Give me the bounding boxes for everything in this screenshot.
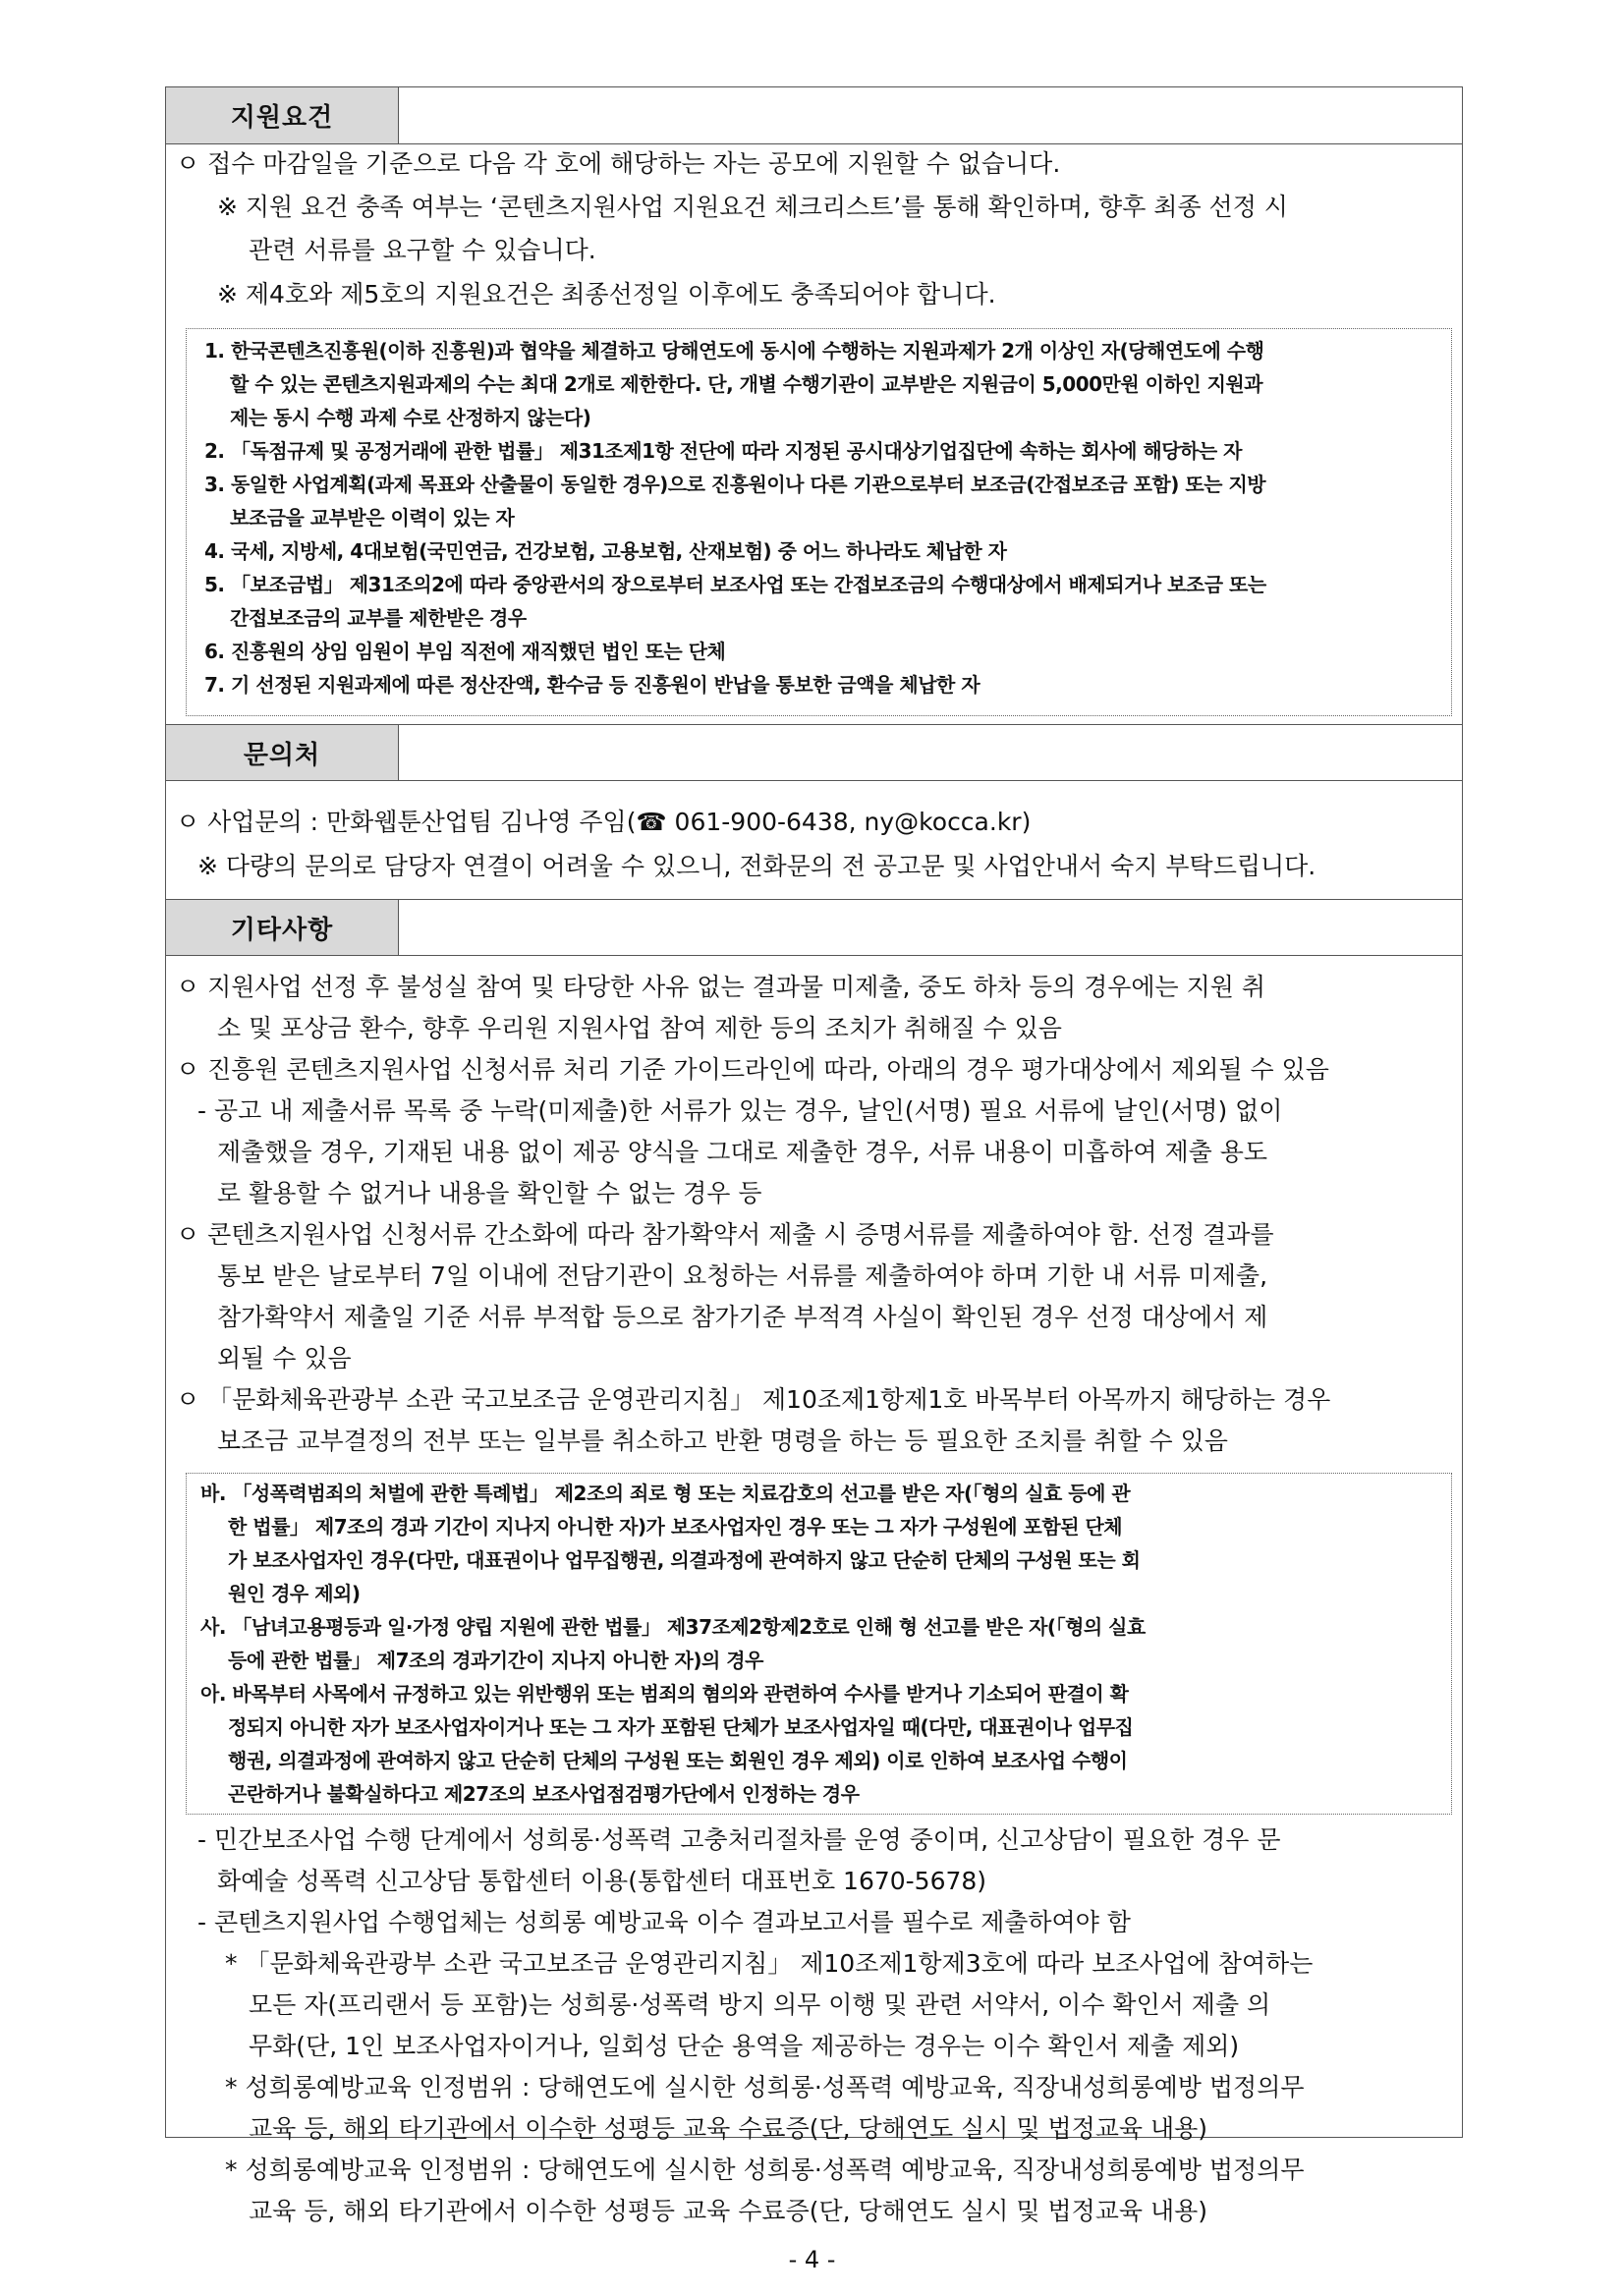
section-header-contact (166, 724, 1462, 781)
text-line: ※ 제4호와 제5호의 지원요건은 최종선정일 이후에도 충족되어야 합니다. (217, 280, 996, 308)
excerpt-line: 원인 경우 제외) (228, 1582, 361, 1605)
criteria-line: 제는 동시 수행 과제 수로 산정하지 않는다) (230, 406, 591, 429)
text-line: ㅇ 지원사업 선정 후 불성실 참여 및 타당한 사유 없는 결과물 미제출, 중도 하차 등의 경우에는 지원 취 (176, 973, 1266, 1001)
section-label: 기타사항 (166, 900, 399, 955)
criteria-line: 7. 기 선정된 지원과제에 따른 정산잔액, 환수금 등 진흥원이 반납을 통보한 금액을 체납한 자 (204, 673, 980, 697)
excerpt-line: 사. 「남녀고용평등과 일·가정 양립 지원에 관한 법률」 제37조제2항제2호로 인해 형 선고를 받은 자(「형의 실효 (200, 1615, 1146, 1639)
text-line: * 「문화체육관광부 소관 국고보조금 운영관리지침」 제10조제1항제3호에 따라 보조사업에 참여하는 (225, 1949, 1314, 1978)
excerpt-line: 바. 「성폭력범죄의 처벌에 관한 특례법」 제2조의 죄로 형 또는 치료감호의 선고를 받은 자(「형의 실효 등에 관 (200, 1482, 1131, 1505)
criteria-line: 4. 국세, 지방세, 4대보험(국민연금, 건강보험, 고용보험, 산재보험) 중 어느 하나라도 체납한 자 (204, 539, 1007, 563)
text-line: 관련 서류를 요구할 수 있습니다. (249, 236, 596, 264)
excerpt-line: 정되지 아니한 자가 보조사업자이거나 또는 그 자가 포함된 단체가 보조사업자일 때(다만, 대표권이나 업무집 (228, 1715, 1134, 1739)
text-line: * 성희롱예방교육 인정범위 : 당해연도에 실시한 성희롱·성폭력 예방교육, 직장내성희롱예방 법정의무 (225, 2073, 1305, 2101)
criteria-line: 1. 한국콘텐츠진흥원(이하 진흥원)과 협약을 체결하고 당해연도에 동시에 수행하는 지원과제가 2개 이상인 자(당해연도에 수행 (204, 339, 1264, 363)
criteria-line: 3. 동일한 사업계획(과제 목표와 산출물이 동일한 경우)으로 진흥원이나 다른 기관으로부터 보조금(간접보조금 포함) 또는 지방 (204, 473, 1266, 496)
text-line: 교육 등, 해외 타기관에서 이수한 성평등 교육 수료증(단, 당해연도 실시 및 법정교육 내용) (249, 2197, 1208, 2225)
text-line: 교육 등, 해외 타기관에서 이수한 성평등 교육 수료증(단, 당해연도 실시 및 법정교육 내용) (249, 2114, 1208, 2143)
eligibility-criteria-box (186, 328, 1452, 716)
contact-line: ㅇ 사업문의 : 만화웹툰산업팀 김나영 주임(☎ 061-900-6438, ny@kocca.kr) (176, 808, 1032, 836)
text-line: ㅇ 접수 마감일을 기준으로 다음 각 호에 해당하는 자는 공모에 지원할 수 없습니다. (176, 149, 1061, 178)
text-line: 통보 받은 날로부터 7일 이내에 전담기관이 요청하는 서류를 제출하여야 하며 기한 내 서류 미제출, (217, 1261, 1268, 1290)
text-line: 참가확약서 제출일 기준 서류 부적합 등으로 참가기준 부적격 사실이 확인된 경우 선정 대상에서 제 (217, 1303, 1268, 1331)
text-line: 소 및 포상금 환수, 향후 우리원 지원사업 참여 제한 등의 조치가 취해질 수 있음 (217, 1014, 1062, 1042)
text-line: 로 활용할 수 없거나 내용을 확인할 수 없는 경우 등 (217, 1179, 762, 1207)
excerpt-line: 행권, 의결과정에 관여하지 않고 단순히 단체의 구성원 또는 회원인 경우 제외) 이로 인하여 보조사업 수행이 (228, 1749, 1128, 1772)
text-line: - 민간보조사업 수행 단계에서 성희롱·성폭력 고충처리절차를 운영 중이며, 신고상담이 필요한 경우 문 (197, 1825, 1281, 1854)
text-line: ㅇ 진흥원 콘텐츠지원사업 신청서류 처리 기준 가이드라인에 따라, 아래의 경우 평가대상에서 제외될 수 있음 (176, 1055, 1329, 1084)
text-line: 외될 수 있음 (217, 1344, 352, 1372)
text-line: ㅇ 「문화체육관광부 소관 국고보조금 운영관리지침」 제10조제1항제1호 바목부터 아목까지 해당하는 경우 (176, 1385, 1331, 1414)
text-line: 보조금 교부결정의 전부 또는 일부를 취소하고 반환 명령을 하는 등 필요한 조치를 취할 수 있음 (217, 1427, 1228, 1455)
text-line: * 성희롱예방교육 인정범위 : 당해연도에 실시한 성희롱·성폭력 예방교육, 직장내성희롱예방 법정의무 (225, 2156, 1305, 2184)
text-line: ※ 지원 요건 충족 여부는 ‘콘텐츠지원사업 지원요건 체크리스트’를 통해 확인하며, 향후 최종 선정 시 (217, 193, 1288, 221)
text-line: ㅇ 콘텐츠지원사업 신청서류 간소화에 따라 참가확약서 제출 시 증명서류를 제출하여야 함. 선정 결과를 (176, 1220, 1274, 1249)
criteria-line: 6. 진흥원의 상임 임원이 부임 직전에 재직했던 법인 또는 단체 (204, 640, 726, 663)
criteria-line: 5. 「보조금법」 제31조의2에 따라 중앙관서의 장으로부터 보조사업 또는 간접보조금의 수행대상에서 배제되거나 보조금 또는 (204, 573, 1266, 596)
section-label: 문의처 (166, 725, 399, 780)
excerpt-line: 등에 관한 법률」 제7조의 경과기간이 지나지 아니한 자)의 경우 (228, 1649, 763, 1672)
page-number: - 4 - (788, 2246, 836, 2273)
criteria-line: 2. 「독점규제 및 공정거래에 관한 법률」 제31조제1항 전단에 따라 지정된 공시대상기업집단에 속하는 회사에 해당하는 자 (204, 439, 1242, 463)
contact-note: ※ 다량의 문의로 담당자 연결이 어려울 수 있으니, 전화문의 전 공고문 및 사업안내서 숙지 부탁드립니다. (197, 852, 1316, 880)
section-header-support-requirements (166, 87, 1462, 144)
text-line: - 공고 내 제출서류 목록 중 누락(미제출)한 서류가 있는 경우, 날인(서명) 필요 서류에 날인(서명) 없이 (197, 1096, 1283, 1125)
text-line: 무화(단, 1인 보조사업자이거나, 일회성 단순 용역을 제공하는 경우는 이수 확인서 제출 제외) (249, 2032, 1240, 2060)
regulation-excerpt-box (186, 1473, 1452, 1815)
excerpt-line: 가 보조사업자인 경우(다만, 대표권이나 업무집행권, 의결과정에 관여하지 않고 단순히 단체의 구성원 또는 회 (228, 1548, 1141, 1572)
criteria-line: 보조금을 교부받은 이력이 있는 자 (230, 506, 515, 530)
text-line: 모든 자(프리랜서 등 포함)는 성희롱·성폭력 방지 의무 이행 및 관련 서약서, 이수 확인서 제출 의 (249, 1990, 1271, 2019)
criteria-line: 할 수 있는 콘텐츠지원과제의 수는 최대 2개로 제한한다. 단, 개별 수행기관이 교부받은 지원금이 5,000만원 이하인 지원과 (230, 372, 1263, 396)
excerpt-line: 한 법률」 제7조의 경과 기간이 지나지 아니한 자)가 보조사업자인 경우 또는 그 자가 구성원에 포함된 단체 (228, 1515, 1123, 1539)
text-line: 화예술 성폭력 신고상담 통합센터 이용(통합센터 대표번호 1670-5678) (217, 1867, 987, 1895)
document-frame (165, 86, 1463, 2225)
text-line: 제출했을 경우, 기재된 내용 없이 제공 양식을 그대로 제출한 경우, 서류 내용이 미흡하여 제출 용도 (217, 1138, 1268, 1166)
text-line: - 콘텐츠지원사업 수행업체는 성희롱 예방교육 이수 결과보고서를 필수로 제출하여야 함 (197, 1908, 1131, 1936)
section-header-other-matters (166, 899, 1462, 956)
criteria-line: 간접보조금의 교부를 제한받은 경우 (230, 606, 527, 630)
section-label: 지원요건 (166, 87, 399, 143)
excerpt-line: 곤란하거나 불확실하다고 제27조의 보조사업점검평가단에서 인정하는 경우 (228, 1782, 860, 1806)
excerpt-line: 아. 바목부터 사목에서 규정하고 있는 위반행위 또는 범죄의 혐의와 관련하여 수사를 받거나 기소되어 판결이 확 (200, 1682, 1129, 1706)
